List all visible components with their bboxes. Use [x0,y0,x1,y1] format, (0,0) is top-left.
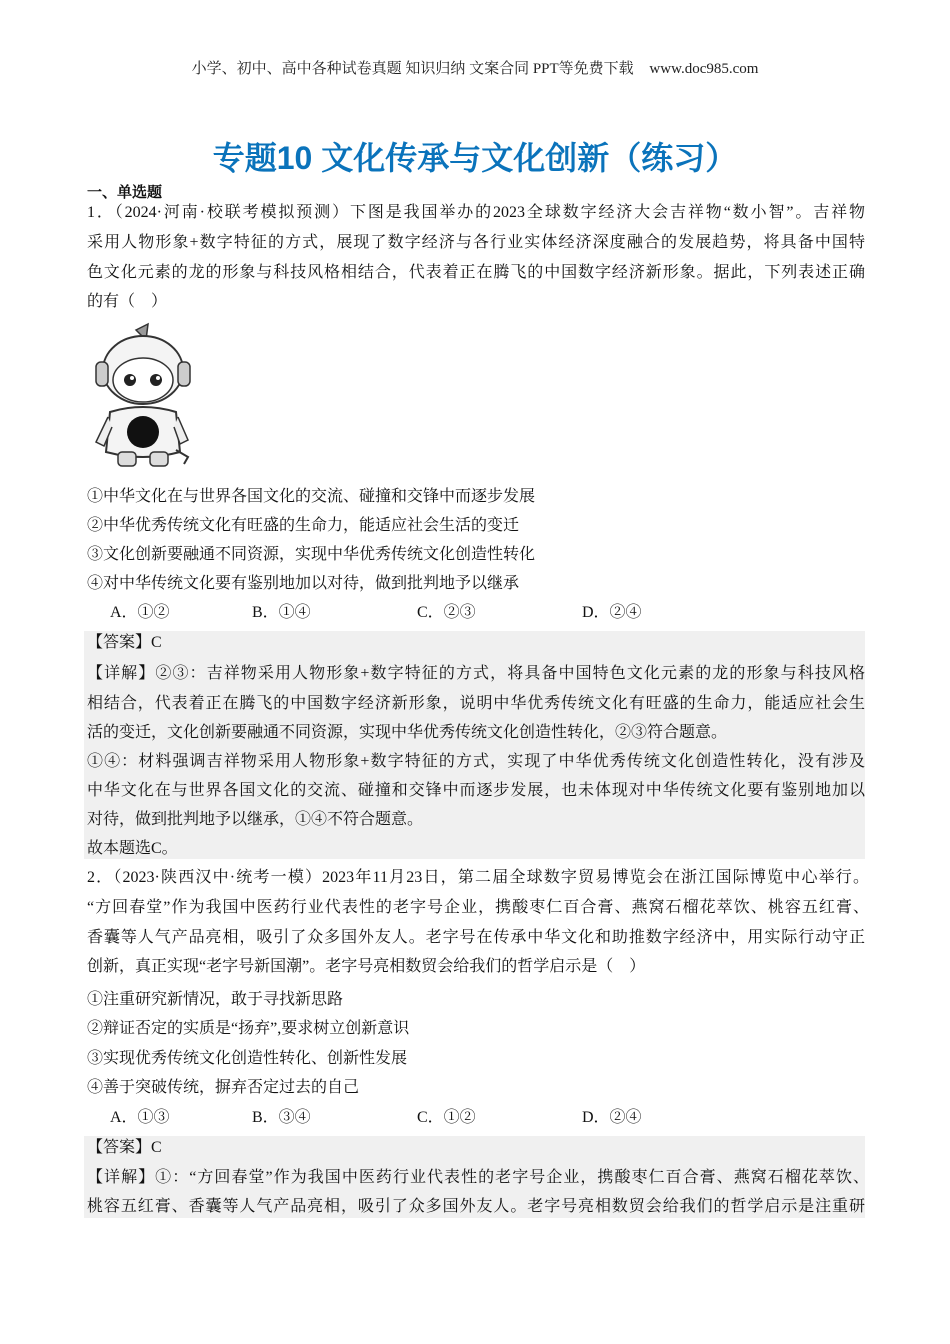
q1-option: ③文化创新要融通不同资源，实现中华优秀传统文化创造性转化 [87,546,536,563]
q1-line: 的有（ ） [87,293,168,310]
page-title: 专题10 文化传承与文化创新（练习） [212,140,738,176]
q1-line: 1．（2024·河南·校联考模拟预测）下图是我国举办的2023全球数字经济大会吉祥物“数小智”。吉祥物 [87,204,865,221]
mascot-image [88,322,198,472]
choice-b: B．③④ [252,1109,311,1126]
q1-detail-line: 故本题选C。 [87,840,178,857]
q2-line: 香囊等人气产品亮相，吸引了众多国外友人。老字号在传承中华文化和助推数字经济中，用实际行动守正 [87,929,865,946]
q1-answer: 【答案】C [87,634,162,651]
choice-c: C．②③ [417,604,476,621]
choice-a: A．①③ [110,1109,170,1126]
q1-line: 色文化元素的龙的形象与科技风格相结合，代表着正在腾飞的中国数字经济新形象。据此，下列表述正确 [87,264,865,281]
header-url: www.doc985.com [649,61,759,77]
q2-answer: 【答案】C [87,1139,162,1156]
page-header [0,57,950,78]
q1-detail-line: 活的变迁，文化创新要融通不同资源，实现中华优秀传统文化创造性转化，②③符合题意。 [87,724,728,741]
q2-line: 2．（2023·陕西汉中·统考一模）2023年11月23日，第二届全球数字贸易博览会在浙江国际博览中心举行。 [87,869,869,886]
q2-line: “方回春堂”作为我国中医药行业代表性的老字号企业，携酸枣仁百合膏、燕窝石榴花萃饮、桃容五红膏、 [87,899,869,916]
q1-option: ②中华优秀传统文化有旺盛的生命力，能适应社会生活的变迁 [87,517,520,534]
choice-a: A．①② [110,604,170,621]
q1-option: ①中华文化在与世界各国文化的交流、碰撞和交锋中而逐步发展 [87,488,536,505]
section-heading: 一、单选题 [87,184,163,201]
q1-detail-line: 【详解】②③：吉祥物采用人物形象+数字特征的方式，将具备中国特色文化元素的龙的形象与科技风格 [87,665,865,682]
q2-option: ②辩证否定的实质是“扬弃”,要求树立创新意识 [87,1020,410,1037]
choice-b: B．①④ [252,604,311,621]
header-text: 小学、初中、高中各种试卷真题 知识归纳 文案合同 PPT等免费下载 [191,61,634,77]
q1-detail-line: 相结合，代表着正在腾飞的中国数字经济新形象，说明中华优秀传统文化有旺盛的生命力，能适应社会生 [87,695,865,712]
q1-detail-line: 对待，做到批判地予以继承，①④不符合题意。 [87,811,424,828]
q2-option: ①注重研究新情况，敢于寻找新思路 [87,991,344,1008]
q2-option: ④善于突破传统，摒弃否定过去的自己 [87,1079,360,1096]
q1-detail-line: 中华文化在与世界各国文化的交流、碰撞和交锋中而逐步发展，也未体现对中华传统文化要有鉴别地加以 [87,782,865,799]
q1-detail-line: ①④：材料强调吉祥物采用人物形象+数字特征的方式，实现了中华优秀传统文化创造性转化，没有涉及 [87,753,865,770]
choice-d: D．②④ [582,604,642,621]
q2-option: ③实现优秀传统文化创造性转化、创新性发展 [87,1050,408,1067]
q2-detail-line: 【详解】①：“方回春堂”作为我国中医药行业代表性的老字号企业，携酸枣仁百合膏、燕窝石榴花萃饮、 [87,1169,869,1186]
q1-line: 采用人物形象+数字特征的方式，展现了数字经济与各行业实体经济深度融合的发展趋势，将具备中国特 [87,234,865,251]
choice-d: D．②④ [582,1109,642,1126]
q2-line: 创新，真正实现“老字号新国潮”。老字号亮相数贸会给我们的哲学启示是（ ） [87,958,646,975]
q1-option: ④对中华传统文化要有鉴别地加以对待，做到批判地予以继承 [87,575,520,592]
q2-detail-line: 桃容五红膏、香囊等人气产品亮相，吸引了众多国外友人。老字号亮相数贸会给我们的哲学启示是注重研 [87,1198,865,1215]
choice-c: C．①② [417,1109,476,1126]
